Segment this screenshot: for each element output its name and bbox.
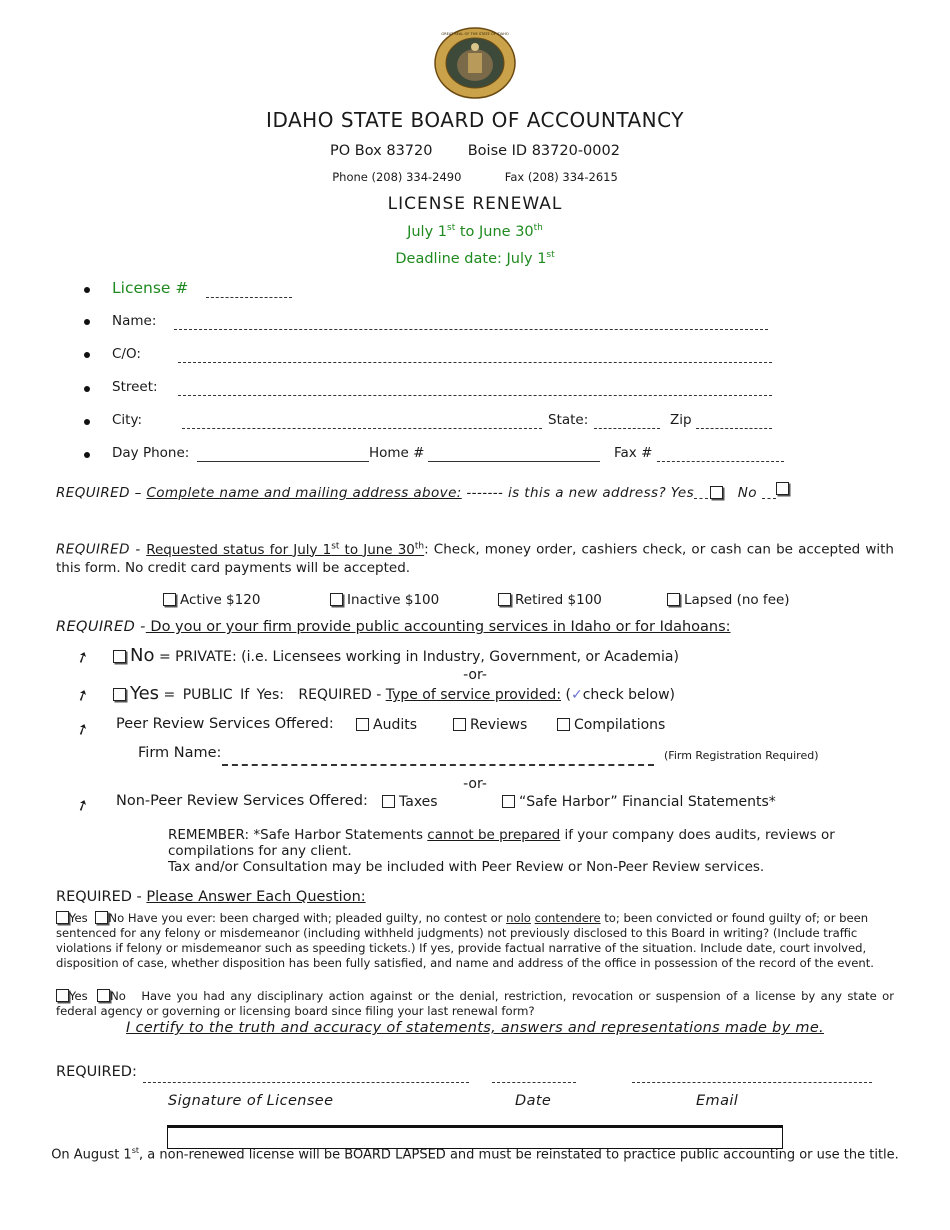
footer-text-a: On August 1 (51, 1147, 132, 1163)
remember-cannot: cannot be prepared (427, 827, 561, 843)
public-description: = PUBLIC If Yes: (163, 687, 284, 703)
footer-note (0, 1146, 950, 1162)
status-option-active[interactable] (163, 592, 260, 608)
name-input[interactable] (174, 316, 768, 332)
questions-heading-text: Please Answer Each Question: (146, 889, 366, 905)
home-input[interactable] (428, 448, 600, 464)
q2-no-checkbox[interactable] (97, 989, 110, 1002)
day-phone-label: Day Phone: (112, 445, 190, 461)
nonpeer-option-safe-harbor[interactable] (502, 794, 776, 810)
state-seal (434, 27, 516, 99)
email-input[interactable] (632, 1069, 872, 1085)
board-title: IDAHO STATE BOARD OF ACCOUNTANCY (266, 108, 684, 132)
signature-label: Signature of Licensee (168, 1093, 334, 1109)
requested-sup: th (414, 541, 425, 551)
private-option[interactable] (113, 645, 679, 666)
private-no-checkbox[interactable] (113, 650, 126, 663)
q2-yes-checkbox[interactable] (56, 989, 69, 1002)
requested-sup: st (331, 541, 340, 551)
fax-label: Fax # (614, 445, 653, 461)
form-title: LICENSE RENEWAL (387, 194, 563, 214)
bullet (84, 386, 90, 392)
reviews-label: Reviews (470, 717, 528, 733)
check-below-text: check below) (582, 687, 675, 703)
fax-input[interactable] (657, 448, 784, 464)
q1-no-label: No (108, 911, 125, 925)
remember-text-c: Tax and/or Consultation may be included with Peer Review or Non-Peer Review services. (168, 859, 765, 875)
check-icon: ✓ (570, 687, 583, 703)
requested-status-b: to June 30 (339, 541, 415, 558)
date-label: Date (515, 1093, 552, 1109)
status-option-inactive[interactable] (330, 592, 439, 608)
safe-harbor-checkbox[interactable] (502, 795, 515, 808)
remember-text-b: if your company does audits, reviews or compilations for any client. (168, 827, 835, 859)
firm-name-input[interactable] (222, 752, 654, 768)
or-divider: -or- (463, 667, 487, 683)
private-description: = PRIVATE: (i.e. Licensees working in Industry, Government, or Academia) (158, 649, 679, 665)
city-label: City: (112, 412, 143, 428)
new-address-no-checkbox[interactable] (776, 482, 789, 495)
status-option-lapsed[interactable] (667, 592, 790, 608)
deadline-sup: st (546, 250, 555, 260)
required-label: REQUIRED - (56, 619, 146, 635)
reviews-checkbox[interactable] (453, 718, 466, 731)
fax-number: Fax (208) 334-2615 (504, 170, 618, 184)
requested-status (146, 542, 424, 558)
required-label: REQUIRED - (56, 541, 147, 558)
arrow-icon: ➚ (72, 718, 92, 740)
new-address-no-label: No (737, 485, 757, 501)
services-question (56, 619, 731, 635)
period-start: July 1 (407, 223, 448, 240)
lapsed-label: Lapsed (no fee) (684, 592, 790, 608)
license-input[interactable] (206, 284, 292, 300)
peer-review-label: Peer Review Services Offered: (116, 716, 334, 732)
deadline-text: Deadline date: July 1 (395, 250, 547, 267)
retired-label: Retired $100 (515, 592, 602, 608)
q2-text: Have you had any disciplinary action against or the denial, restriction, revocation or suspension of a license by any state or federal agency or governing or licensing board since filing your last renewal form? (56, 989, 895, 1018)
public-yes-label: Yes (130, 683, 160, 704)
lapsed-checkbox[interactable] (667, 593, 680, 606)
retired-checkbox[interactable] (498, 593, 511, 606)
remember-note (168, 827, 848, 875)
address-required-line (56, 482, 793, 501)
inactive-label: Inactive $100 (347, 592, 440, 608)
remember-text-a: REMEMBER: *Safe Harbor Statements (168, 827, 428, 843)
bullet (84, 452, 90, 458)
q1-contendere: contendere (534, 911, 601, 925)
peer-option-reviews[interactable] (453, 717, 527, 733)
state-input[interactable] (594, 415, 660, 431)
inactive-checkbox[interactable] (330, 593, 343, 606)
new-address-question: ------- is this a new address? Yes (461, 485, 695, 501)
contact-line (0, 170, 950, 184)
period-end: to June 30 (455, 223, 534, 240)
seal-text: GREAT SEAL OF THE STATE OF IDAHO (441, 32, 509, 36)
public-option[interactable]: Yes = PUBLIC If Yes: REQUIRED - Type of service provided: (✓check below) (113, 683, 675, 704)
renewal-period (0, 223, 950, 240)
q1-text-a: Have you ever: been charged with; pleaded guilty, no contest or (127, 911, 507, 925)
question-2 (56, 989, 894, 1019)
signature-input[interactable] (143, 1069, 469, 1085)
firm-name-label: Firm Name: (138, 745, 222, 761)
q1-no-checkbox[interactable] (95, 911, 108, 924)
co-label: C/O: (112, 346, 141, 362)
type-provided-text: Type of service provided: (385, 687, 562, 703)
arrow-icon: ➚ (72, 646, 92, 668)
phone-number: Phone (208) 334-2490 (332, 170, 462, 184)
home-label: Home # (369, 445, 425, 461)
date-input[interactable] (492, 1069, 576, 1085)
address-line (0, 143, 950, 159)
peer-option-audits[interactable] (356, 717, 417, 733)
q1-yes-label: Yes (69, 911, 88, 925)
city-zip: Boise ID 83720-0002 (467, 143, 620, 159)
city-input[interactable] (182, 415, 542, 431)
active-checkbox[interactable] (163, 593, 176, 606)
services-question-text: Do you or your firm provide public accounting services in Idaho or for Idahoans: (145, 619, 731, 635)
zip-label: Zip (670, 412, 692, 428)
safe-harbor-label: “Safe Harbor” Financial Statements* (519, 794, 776, 810)
license-label: License # (112, 279, 189, 297)
non-peer-review-label: Non-Peer Review Services Offered: (116, 793, 368, 809)
footer-sup: st (131, 1146, 140, 1155)
private-no-label: No (130, 645, 155, 666)
active-label: Active $120 (180, 592, 261, 608)
status-payment-text: : Check, money order, cashiers check, or cash can be accepted with this form. No credit card payments will be accepted. (56, 541, 894, 576)
arrow-icon: ➚ (72, 684, 92, 706)
firm-registration-note: (Firm Registration Required) (664, 749, 819, 762)
peer-option-compilations[interactable] (557, 717, 665, 733)
public-yes-checkbox[interactable] (113, 688, 126, 701)
period-sup: th (533, 223, 543, 233)
audits-checkbox[interactable] (356, 718, 369, 731)
q2-no-label: No (110, 989, 126, 1003)
compilations-label: Compilations (574, 717, 666, 733)
certify-statement: I certify to the truth and accuracy of statements, answers and representations made by me. (126, 1020, 824, 1036)
questions-heading (56, 889, 366, 905)
street-label: Street: (112, 379, 158, 395)
required-label: REQUIRED - (56, 889, 147, 905)
bullet (84, 419, 90, 425)
street-input[interactable] (178, 382, 772, 398)
required-label: REQUIRED - (298, 687, 386, 703)
email-label: Email (696, 1093, 739, 1109)
audits-label: Audits (373, 717, 418, 733)
question-1 (56, 911, 894, 971)
status-option-retired[interactable] (498, 592, 602, 608)
requested-status-a: Requested status for July 1 (146, 541, 332, 558)
day-phone-input[interactable] (197, 448, 369, 464)
q1-text-b: to; been convicted or found guilty of; or been sentenced for any felony or misdemeanor (including withheld judgments) not previously disclosed to this Board in writing? (Include traffic violations if felony or misdemeanor such as speeding tickets.) If yes, provide factual narrative of the situation. Include date, court involved, disposition of case, whether disposition has been fully satisfied, and name and address of the office in possession of the record of the event. (56, 911, 874, 970)
q2-yes-label: Yes (69, 989, 88, 1003)
or-divider: -or- (463, 776, 487, 792)
name-label: Name: (112, 313, 157, 329)
bullet (84, 319, 90, 325)
address-instruction: Complete name and mailing address above: (146, 485, 462, 501)
bullet (84, 287, 90, 293)
state-label: State: (548, 412, 589, 428)
co-input[interactable] (178, 349, 772, 365)
taxes-checkbox[interactable] (382, 795, 395, 808)
compilations-checkbox[interactable] (557, 718, 570, 731)
required-label: REQUIRED – (56, 485, 147, 501)
signature-required-label: REQUIRED: (56, 1064, 137, 1080)
new-address-yes-checkbox[interactable] (710, 486, 723, 499)
q1-nolo: nolo (506, 911, 531, 925)
bullet (84, 352, 90, 358)
status-paragraph (56, 537, 894, 577)
zip-input[interactable] (696, 415, 772, 431)
taxes-label: Taxes (399, 794, 438, 810)
deadline-date (0, 250, 950, 267)
po-box: PO Box 83720 (330, 143, 433, 159)
footer-text-b: , a non-renewed license will be BOARD LAPSED and must be reinstated to practice public accounting or use the title. (139, 1147, 899, 1163)
period-sup: st (447, 223, 456, 233)
nonpeer-option-taxes[interactable] (382, 794, 438, 810)
q1-yes-checkbox[interactable] (56, 911, 69, 924)
arrow-icon: ➚ (72, 794, 92, 816)
